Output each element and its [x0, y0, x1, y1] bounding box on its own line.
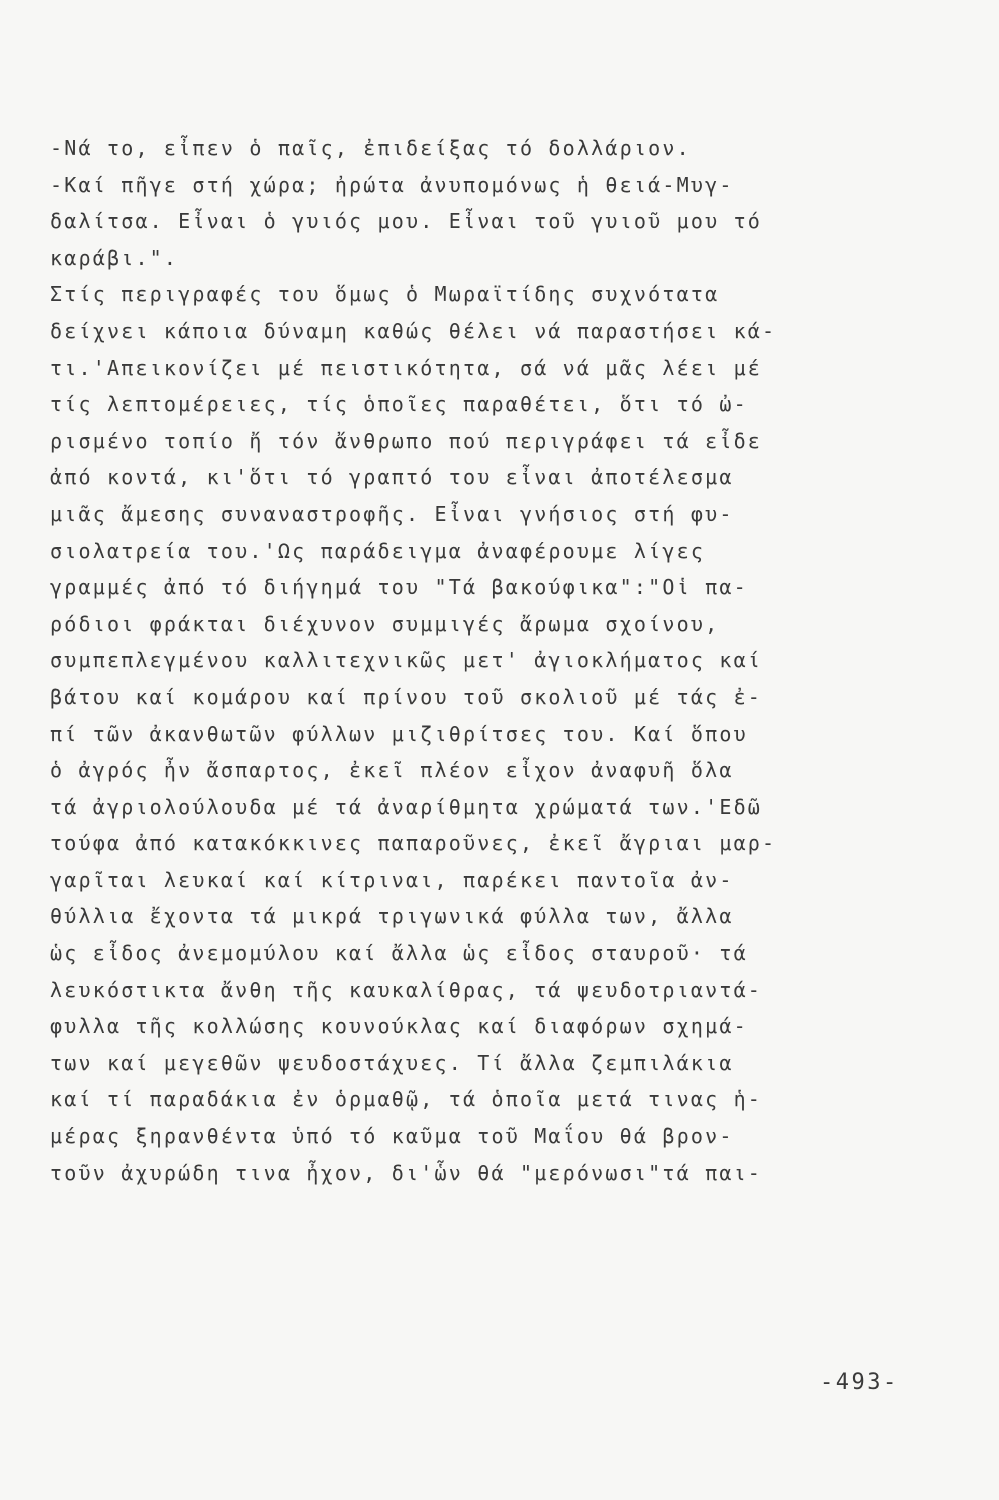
text-line: μέρας ξηρανθέντα ὑπό τό καῦμα τοῦ Μαΐου θά βρον-	[50, 1124, 734, 1149]
text-line: ὡς εἶδος ἀνεμομύλου καί ἄλλα ὡς εἶδος σταυροῦ· τά	[50, 941, 748, 966]
text-line: δείχνει κάποια δύναμη καθώς θέλει νά παραστήσει κά-	[50, 318, 777, 343]
text-line: Στίς περιγραφές του ὅμως ὁ Μωραϊτίδης συχνότατα	[50, 282, 720, 307]
text-line: τά ἀγριολούλουδα μέ τά ἀναρίθμητα χρώματά των.'Εδῶ	[50, 794, 763, 819]
text-line: βάτου καί κομάρου καί πρίνου τοῦ σκολιοῦ μέ τάς ἐ-	[50, 684, 763, 709]
text-line: τι.'Απεικονίζει μέ πειστικότητα, σά νά μᾶς λέει μέ	[50, 355, 763, 380]
text-line: ἀπό κοντά, κι'ὅτι τό γραπτό του εἶναι ἀποτέλεσμα	[50, 465, 734, 490]
text-line: -Καί πῆγε στή χώρα; ἠρώτα ἀνυπομόνως ἡ θειά-Μυγ-	[50, 172, 734, 197]
text-line: τοῦν ἀχυρώδη τινα ἦχον, δι'ὧν θά "μερόνωσι"τά παι-	[50, 1160, 763, 1185]
text-line: καράβι.".	[50, 245, 179, 270]
text-line: ρισμένο τοπίο ἤ τόν ἄνθρωπο πού περιγράφει τά εἶδε	[50, 428, 763, 453]
text-line: γραμμές ἀπό τό διήγημά του "Τά βακούφικα":"Οἱ πα-	[50, 575, 748, 600]
text-line: των καί μεγεθῶν ψευδοστάχυες. Τί ἄλλα ζεμπιλάκια	[50, 1050, 734, 1075]
page-number: -493-	[820, 1370, 899, 1395]
text-line: τίς λεπτομέρειες, τίς ὁποῖες παραθέτει, ὅτι τό ὠ-	[50, 392, 748, 417]
text-line: καί τί παραδάκια ἐν ὁρμαθῷ, τά ὁποῖα μετά τινας ἡ-	[50, 1087, 763, 1112]
text-line: πί τῶν ἀκανθωτῶν φύλλων μιζιθρίτσες του. Καί ὅπου	[50, 721, 748, 746]
text-line: σιολατρεία του.'Ως παράδειγμα ἀναφέρουμε λίγες	[50, 538, 706, 563]
text-line: λευκόστικτα ἄνθη τῆς καυκαλίθρας, τά ψευδοτριαντά-	[50, 977, 763, 1002]
text-line: θύλλια ἔχοντα τά μικρά τριγωνικά φύλλα των, ἄλλα	[50, 904, 734, 929]
text-line: φυλλα τῆς κολλώσης κουνούκλας καί διαφόρων σχημά-	[50, 1014, 748, 1039]
text-line: ὁ ἀγρός ἦν ἄσπαρτος, ἐκεῖ πλέον εἶχον ἀναφυῆ ὅλα	[50, 758, 734, 783]
body-text	[50, 130, 910, 1191]
text-line: συμπεπλεγμένου καλλιτεχνικῶς μετ' ἀγιοκλήματος καί	[50, 648, 763, 673]
text-line: -Νά το, εἶπεν ὁ παῖς, ἐπιδείξας τό δολλάριον.	[50, 136, 691, 160]
text-line: ρόδιοι φράκται διέχυνον συμμιγές ἄρωμα σχοίνου,	[50, 611, 720, 636]
text-line: γαρῖται λευκαί καί κίτριναι, παρέκει παντοῖα ἀν-	[50, 867, 734, 892]
text-line: δαλίτσα. Εἶναι ὁ γυιός μου. Εἶναι τοῦ γυιοῦ μου τό	[50, 209, 763, 234]
text-line: μιᾶς ἄμεσης συναναστροφῆς. Εἶναι γνήσιος στή φυ-	[50, 501, 734, 526]
text-line: τούφα ἀπό κατακόκκινες παπαροῦνες, ἐκεῖ ἄγριαι μαρ-	[50, 831, 777, 856]
